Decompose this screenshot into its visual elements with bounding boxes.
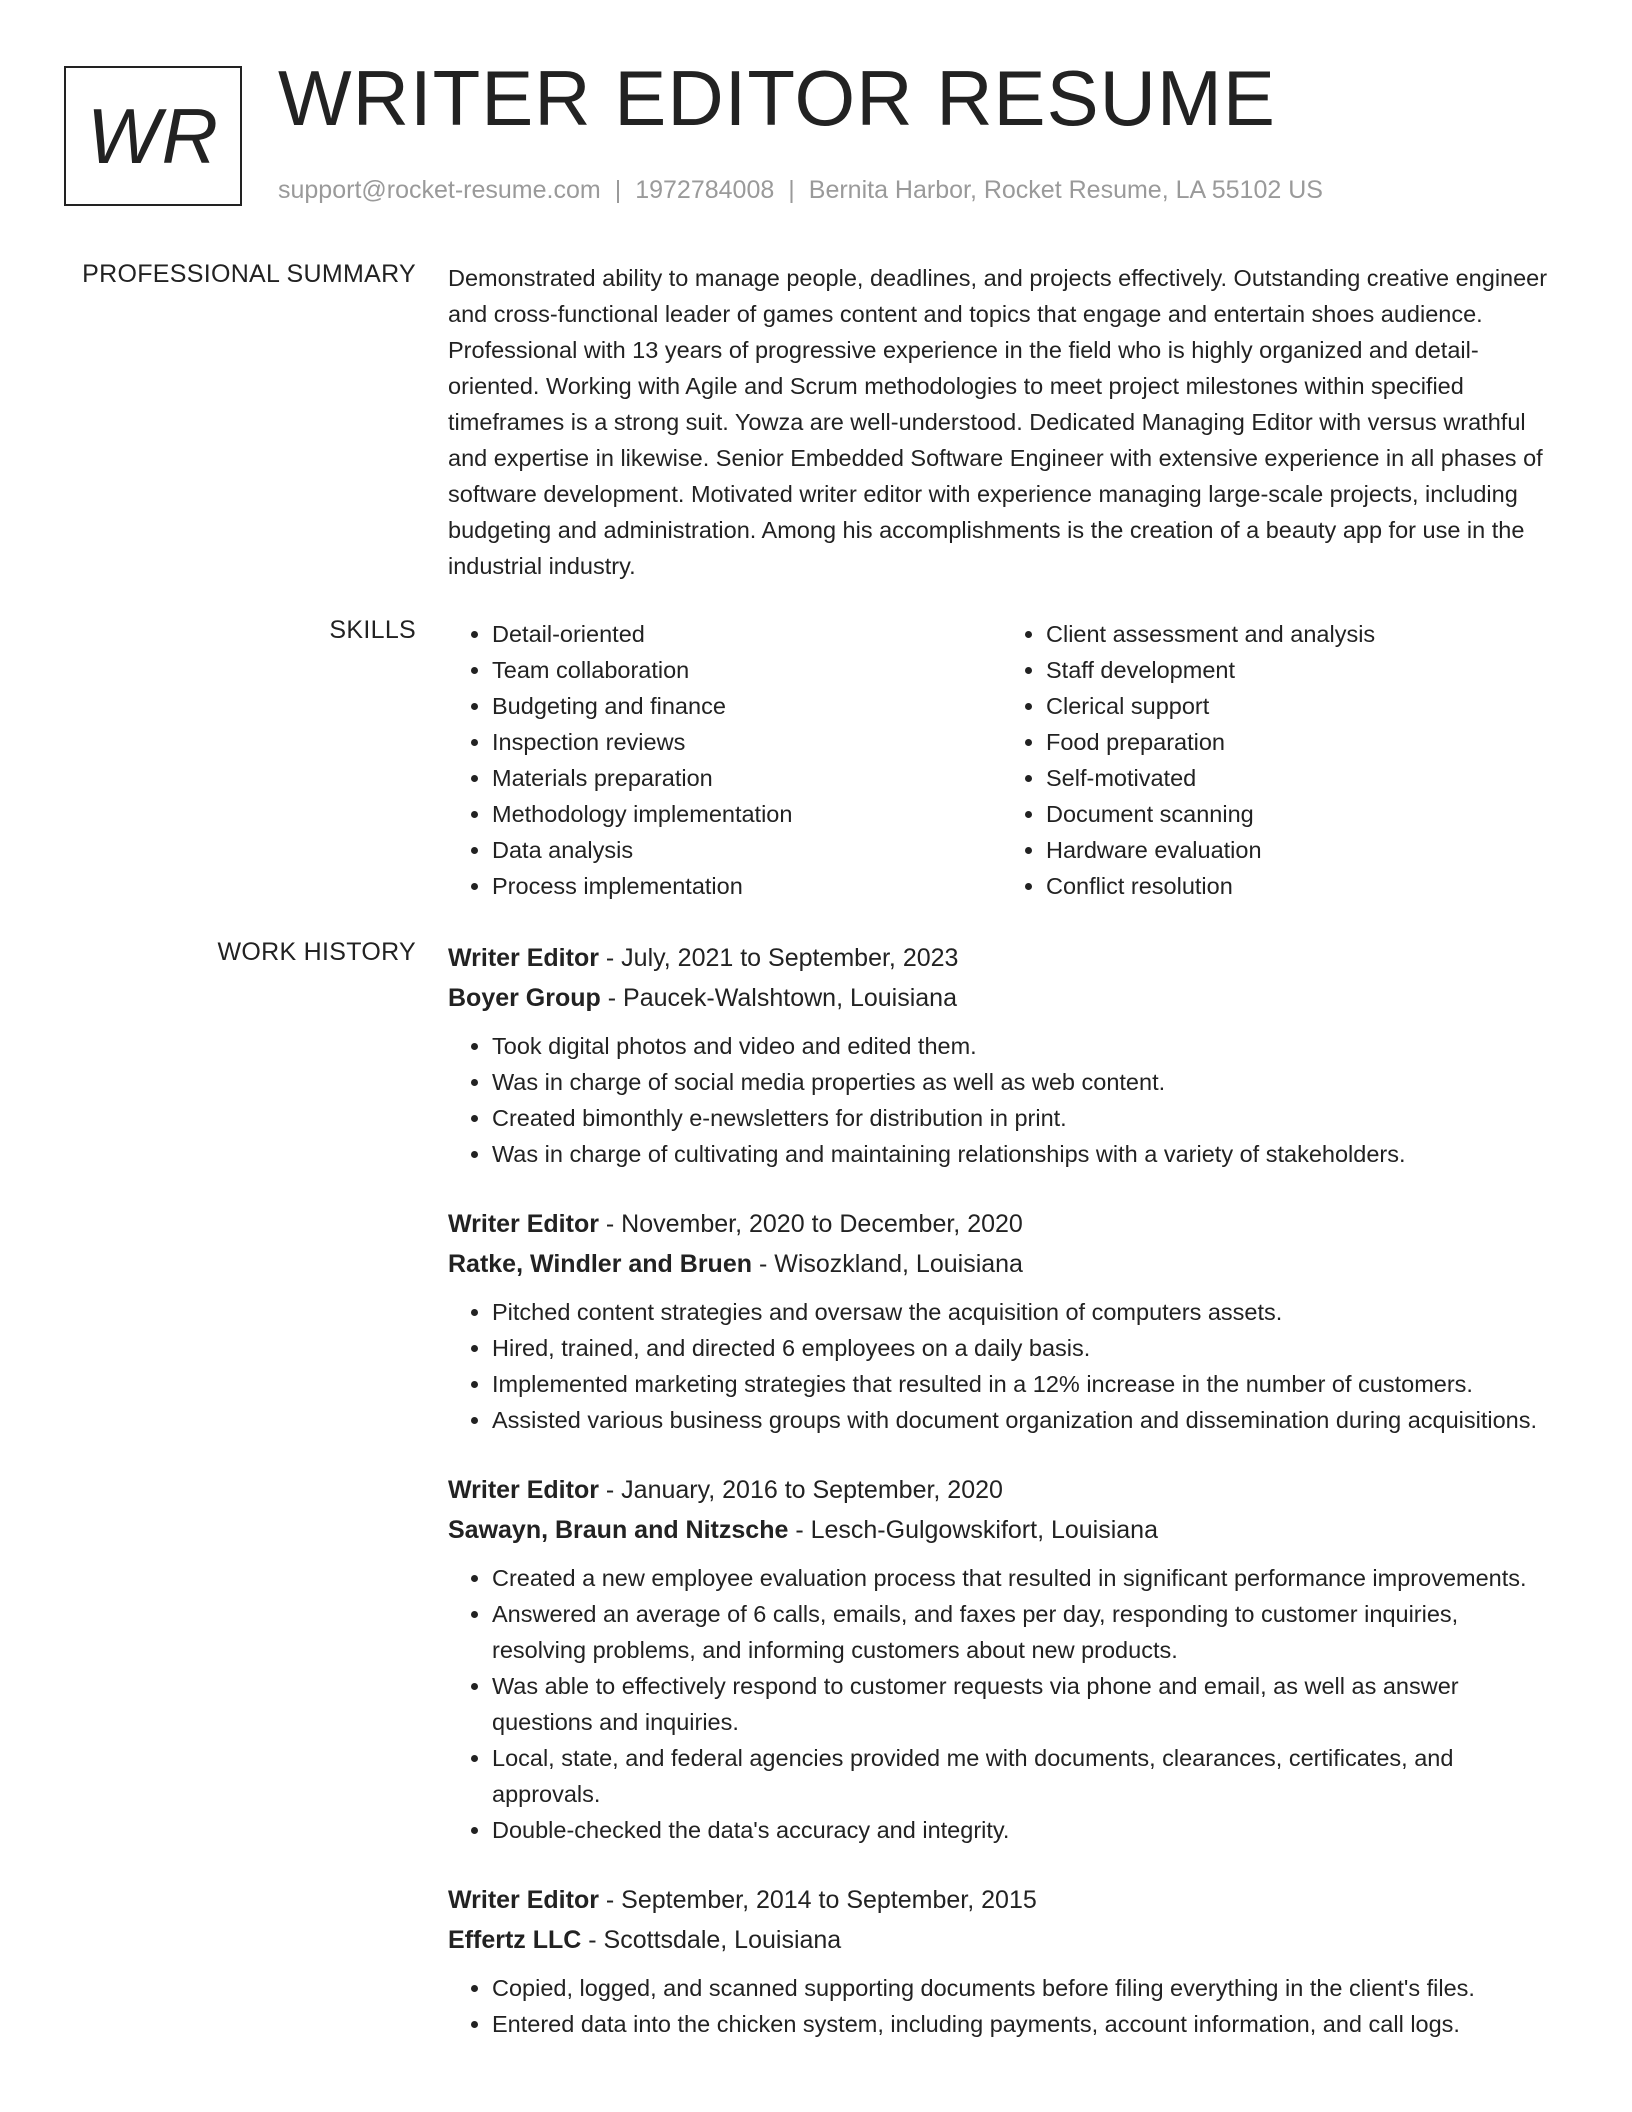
job-bullet: • Answered an average of 6 calls, emails, and faxes per day, responding to customer inquiries, resolving problems, and informing customers about new products. bbox=[492, 1596, 1556, 1668]
job-company-line bbox=[448, 978, 1556, 1018]
job-bullet: • Local, state, and federal agencies provided me with documents, clearances, certificates, and approvals. bbox=[492, 1740, 1556, 1812]
job-company: Effertz LLC bbox=[448, 1926, 582, 1954]
job-location: - Paucek-Walshtown, Louisiana bbox=[600, 984, 957, 1012]
job-bullet: • Was able to effectively respond to customer requests via phone and email, as well as answer questions and inquiries. bbox=[492, 1668, 1556, 1740]
contact-address: Bernita Harbor, Rocket Resume, LA 55102 US bbox=[808, 176, 1323, 204]
job-bullet: • Assisted various business groups with document organization and dissemination during acquisitions. bbox=[492, 1402, 1556, 1438]
skills-heading: SKILLS bbox=[329, 616, 416, 644]
skill-item: • Process implementation bbox=[492, 868, 1002, 904]
contact-separator: | bbox=[788, 176, 795, 204]
work-history-heading: WORK HISTORY bbox=[217, 938, 416, 966]
contact-email[interactable]: support@rocket-resume.com bbox=[278, 176, 601, 204]
job-company-line bbox=[448, 1920, 1556, 1960]
job-bullet: • Pitched content strategies and oversaw the acquisition of computers assets. bbox=[492, 1294, 1556, 1330]
job-entry bbox=[448, 1470, 1556, 1848]
skill-item: • Staff development bbox=[1046, 652, 1556, 688]
skill-item: • Team collaboration bbox=[492, 652, 1002, 688]
skill-item: • Data analysis bbox=[492, 832, 1002, 868]
contact-info bbox=[278, 176, 1323, 205]
skill-item: • Inspection reviews bbox=[492, 724, 1002, 760]
job-dates: - July, 2021 to September, 2023 bbox=[598, 944, 959, 972]
job-bullet: • Double-checked the data's accuracy and integrity. bbox=[492, 1812, 1556, 1848]
skill-item: • Client assessment and analysis bbox=[1046, 616, 1556, 652]
job-bullets bbox=[448, 1028, 1556, 1172]
job-title: Writer Editor bbox=[448, 1210, 599, 1238]
job-bullet: • Was in charge of cultivating and maintaining relationships with a variety of stakeholders. bbox=[492, 1136, 1556, 1172]
job-bullet: • Copied, logged, and scanned supporting documents before filing everything in the client's files. bbox=[492, 1970, 1556, 2006]
skill-item: • Conflict resolution bbox=[1046, 868, 1556, 904]
job-location: - Scottsdale, Louisiana bbox=[581, 1926, 842, 1954]
job-entry bbox=[448, 938, 1556, 1172]
job-location: - Wisozkland, Louisiana bbox=[752, 1250, 1023, 1278]
job-title: Writer Editor bbox=[448, 1476, 599, 1504]
work-history bbox=[448, 938, 1556, 2074]
summary-text: Demonstrated ability to manage people, deadlines, and projects effectively. Outstanding creative engineer and cross-functional leader of games content and topics that engage and entertain shoes audience. Professional with 13 years of progressive experience in the field who is highly organized and detail-oriented. Working with Agile and Scrum methodologies to meet project milestones within specified timeframes is a strong suit. Yowza are well-understood. Dedicated Managing Editor with versus wrathful and expertise in likewise. Senior Embedded Software Engineer with extensive experience in all phases of software development. Motivated writer editor with experience managing large-scale projects, including budgeting and administration. Among his accomplishments is the creation of a beauty app for use in the industrial industry. bbox=[448, 265, 1548, 579]
job-company: Boyer Group bbox=[448, 984, 601, 1012]
skill-item: • Hardware evaluation bbox=[1046, 832, 1556, 868]
contact-phone[interactable]: 1972784008 bbox=[635, 176, 775, 204]
skill-item: • Document scanning bbox=[1046, 796, 1556, 832]
contact-separator: | bbox=[614, 176, 622, 204]
job-company-line bbox=[448, 1244, 1556, 1284]
job-company: Ratke, Windler and Bruen bbox=[448, 1250, 752, 1278]
job-title-line bbox=[448, 1204, 1556, 1244]
job-bullet: • Was in charge of social media properties as well as web content. bbox=[492, 1064, 1556, 1100]
skills-list bbox=[448, 616, 1556, 904]
job-bullet: • Took digital photos and video and edited them. bbox=[492, 1028, 1556, 1064]
job-bullets bbox=[448, 1560, 1556, 1848]
job-bullet: • Entered data into the chicken system, including payments, account information, and call logs. bbox=[492, 2006, 1556, 2042]
job-location: - Lesch-Gulgowskifort, Louisiana bbox=[788, 1516, 1158, 1544]
job-bullets bbox=[448, 1970, 1556, 2042]
skill-item: • Food preparation bbox=[1046, 724, 1556, 760]
skill-item: • Detail-oriented bbox=[492, 616, 1002, 652]
job-entry bbox=[448, 1204, 1556, 1438]
job-bullet: • Hired, trained, and directed 6 employees on a daily basis. bbox=[492, 1330, 1556, 1366]
monogram-logo: WR bbox=[64, 66, 242, 206]
job-title: Writer Editor bbox=[448, 1886, 599, 1914]
job-bullets bbox=[448, 1294, 1556, 1438]
job-company: Sawayn, Braun and Nitzsche bbox=[448, 1516, 789, 1544]
job-bullet: • Created a new employee evaluation process that resulted in significant performance improvements. bbox=[492, 1560, 1556, 1596]
resume-title: WRITER EDITOR RESUME bbox=[278, 54, 1276, 142]
summary-heading: PROFESSIONAL SUMMARY bbox=[82, 260, 416, 288]
skill-item: • Materials preparation bbox=[492, 760, 1002, 796]
skills-column-right bbox=[1002, 616, 1556, 904]
skill-item: • Clerical support bbox=[1046, 688, 1556, 724]
job-dates: - September, 2014 to September, 2015 bbox=[598, 1886, 1037, 1914]
job-bullet: • Created bimonthly e-newsletters for distribution in print. bbox=[492, 1100, 1556, 1136]
skills-column-left bbox=[448, 616, 1002, 904]
job-dates: - January, 2016 to September, 2020 bbox=[598, 1476, 1003, 1504]
skill-item: • Budgeting and finance bbox=[492, 688, 1002, 724]
job-title-line bbox=[448, 938, 1556, 978]
job-dates: - November, 2020 to December, 2020 bbox=[598, 1210, 1023, 1238]
skill-item: • Self-motivated bbox=[1046, 760, 1556, 796]
job-title: Writer Editor bbox=[448, 944, 599, 972]
job-company-line bbox=[448, 1510, 1556, 1550]
job-bullet: • Implemented marketing strategies that resulted in a 12% increase in the number of customers. bbox=[492, 1366, 1556, 1402]
skill-item: • Methodology implementation bbox=[492, 796, 1002, 832]
job-entry bbox=[448, 1880, 1556, 2042]
job-title-line bbox=[448, 1470, 1556, 1510]
job-title-line bbox=[448, 1880, 1556, 1920]
